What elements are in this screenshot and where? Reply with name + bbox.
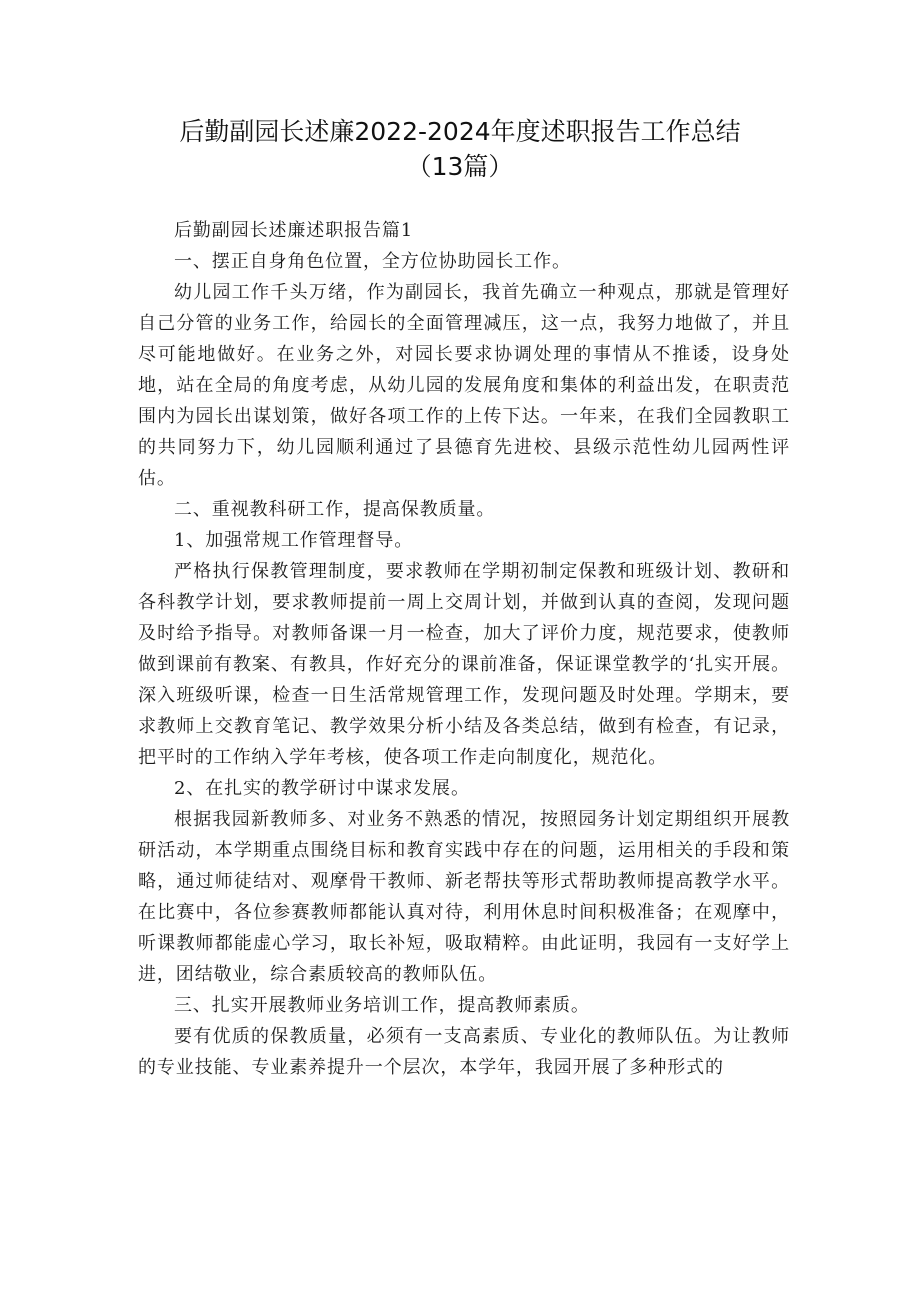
paragraph: 严格执行保教管理制度，要求教师在学期初制定保教和班级计划、教研和各科教学计划，要求教师提前一周上交周计划，并做到认真的查阅，发现问题及时给予指导。对教师备课一月一检查，加大了评价力度，规范要求，使教师做到课前有教案、有教具，作好充分的课前准备，保证课堂教学的‘扎实开展。深入班级听课，检查一日生活常规管理工作，发现问题及时处理。学期末，要求教师上交教育笔记、教学效果分析小结及各类总结，做到有检查，有记录，把平时的工作纳入学年考核，使各项工作走向制度化，规范化。 xyxy=(138,561,790,768)
section-heading: 一、摆正自身角色位置，全方位协助园长工作。 xyxy=(174,251,571,272)
paragraph: 幼儿园工作千头万绪，作为副园长，我首先确立一种观点，那就是管理好自己分管的业务工作，给园长的全面管理减压，这一点，我努力地做了，并且尽可能地做好。在业务之外，对园长要求协调处理的事情从不推诿，设身处地，站在全局的角度考虑，从幼儿园的发展角度和集体的利益出发，在职责范围内为园长出谋划策，做好各项工作的上传下达。一年来，在我们全园教职工的共同努力下，幼儿园顺利通过了县德育先进校、县级示范性幼儿园两性评估。 xyxy=(138,282,790,489)
document-body xyxy=(138,215,790,1083)
paragraph: 根据我园新教师多、对业务不熟悉的情况，按照园务计划定期组织开展教研活动，本学期重点围绕目标和教育实践中存在的问题，运用相关的手段和策略，通过师徒结对、观摩骨干教师、新老帮扶等形式帮助教师提高教学水平。在比赛中，各位参赛教师都能认真对待，利用休息时间积极准备；在观摩中，听课教师都能虚心学习，取长补短，吸取精粹。由此证明，我园有一支好学上进，团结敬业，综合素质较高的教师队伍。 xyxy=(138,809,790,985)
section-heading: 三、扎实开展教师业务培训工作，提高教师素质。 xyxy=(174,995,590,1016)
section-heading: 后勤副园长述廉述职报告篇1 xyxy=(174,220,414,241)
document-title: 后勤副园长述廉2022-2024年度述职报告工作总结 xyxy=(179,117,741,146)
paragraph: 要有优质的保教质量，必须有一支高素质、专业化的教师队伍。为让教师的专业技能、专业素养提升一个层次，本学年，我园开展了多种形式的 xyxy=(138,1026,790,1078)
section-heading: 二、重视教科研工作，提高保教质量。 xyxy=(174,499,496,520)
subsection-heading: 2、在扎实的教学研讨中谋求发展。 xyxy=(174,778,470,799)
subsection-heading: 1、加强常规工作管理督导。 xyxy=(174,530,414,551)
document-title-count: （13篇） xyxy=(406,152,514,181)
